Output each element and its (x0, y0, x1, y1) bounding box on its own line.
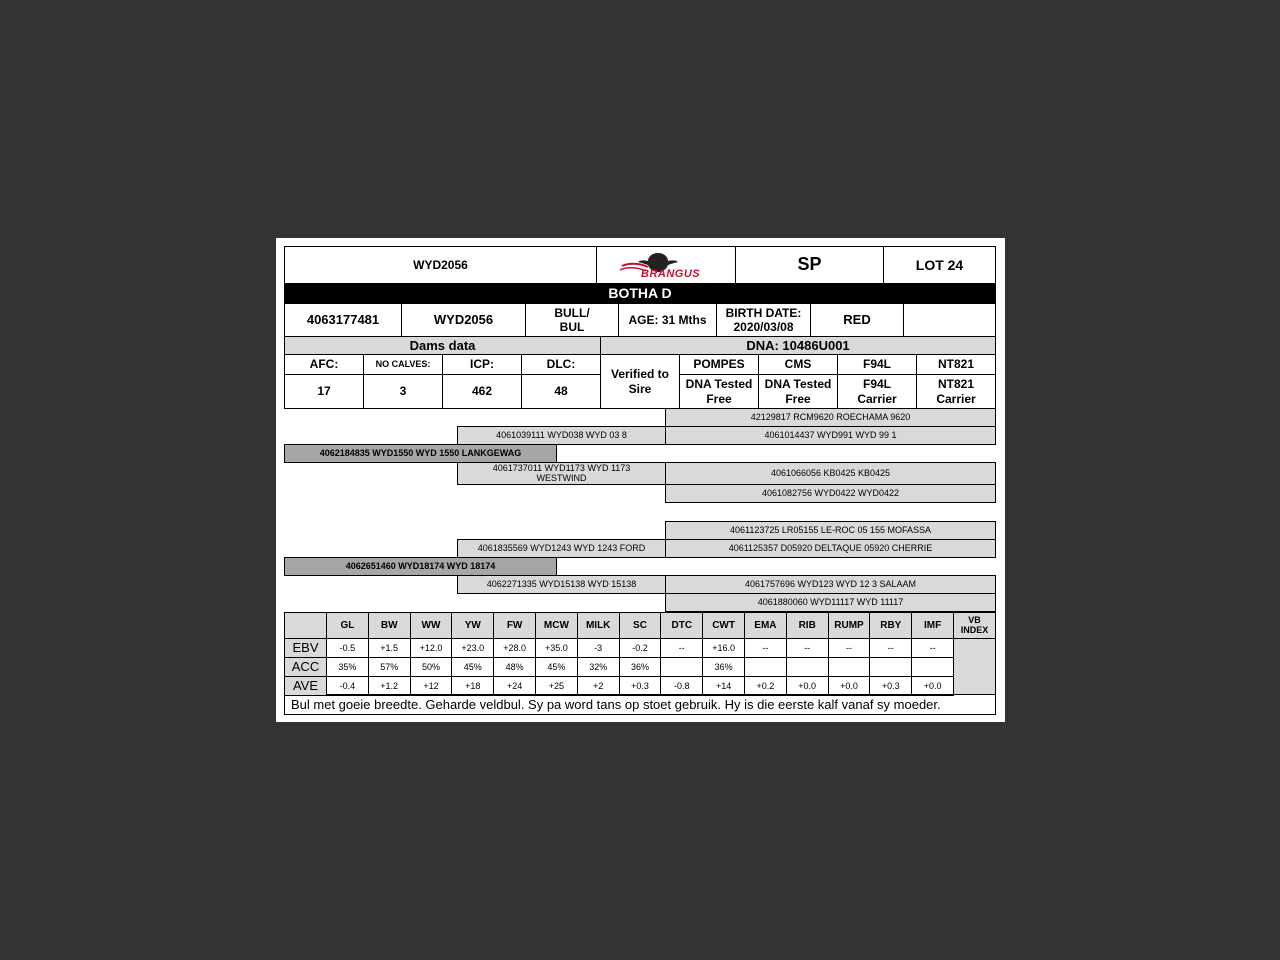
reg-number: 4063177481 (284, 303, 402, 337)
ebv-col-milk: MILK (577, 612, 620, 639)
ebv-row-label-ave: AVE (284, 676, 327, 696)
ebv-ave-imf: +0.0 (911, 676, 954, 696)
pedigree-dam-sire-dam: 4061125357 D05920 DELTAQUE 05920 CHERRIE (665, 539, 996, 558)
ebv-ebv-fw: +28.0 (493, 638, 536, 658)
ebv-row-label-ebv: EBV (284, 638, 327, 658)
ebv-acc-rby (869, 657, 912, 677)
ebv-ebv-bw: +1.5 (368, 638, 411, 658)
test-f94l-result: F94L Carrier (837, 374, 917, 409)
test-pompes-name: POMPES (679, 354, 759, 375)
birth-date-label: BIRTH DATE: (725, 305, 802, 320)
pedigree-sire-sire-dam: 4061014437 WYD991 WYD 99 1 (665, 426, 996, 445)
test-pompes-result: DNA Tested Free (679, 374, 759, 409)
colour: RED (810, 303, 904, 337)
ebv-ebv-yw: +23.0 (451, 638, 494, 658)
dlc-value: 48 (521, 374, 601, 409)
ebv-col-mcw: MCW (535, 612, 578, 639)
afc-label: AFC: (284, 354, 364, 375)
ebv-col-yw: YW (451, 612, 494, 639)
ebv-acc-yw: 45% (451, 657, 494, 677)
test-nt821-result: NT821 Carrier (916, 374, 996, 409)
lot-card (276, 238, 1005, 722)
ebv-ebv-cwt: +16.0 (702, 638, 745, 658)
icp-label: ICP: (442, 354, 522, 375)
ebv-col-imf: IMF (911, 612, 954, 639)
header-id: WYD2056 (284, 246, 597, 284)
ebv-ave-cwt: +14 (702, 676, 745, 696)
brangus-logo (596, 246, 736, 284)
ebv-ave-fw: +24 (493, 676, 536, 696)
ebv-ebv-dtc: -- (660, 638, 703, 658)
ebv-acc-ema (744, 657, 787, 677)
pedigree-dam-dam-dam: 4061880060 WYD11117 WYD 11117 (665, 593, 996, 612)
ebv-ave-milk: +2 (577, 676, 620, 696)
afc-value: 17 (284, 374, 364, 409)
pedigree-sire-sire: 4061039111 WYD038 WYD 03 8 (457, 426, 666, 445)
test-cms-name: CMS (758, 354, 838, 375)
ebv-ave-yw: +18 (451, 676, 494, 696)
ebv-col-sc: SC (619, 612, 662, 639)
ebv-ave-sc: +0.3 (619, 676, 662, 696)
pedigree-sire-sire-sire: 42129817 RCM9620 ROECHAMA 9620 (665, 408, 996, 427)
ebv-col-ema: EMA (744, 612, 787, 639)
icp-value: 462 (442, 374, 522, 409)
calves-value: 3 (363, 374, 443, 409)
ebv-ebv-ema: -- (744, 638, 787, 658)
ebv-ave-rump: +0.0 (828, 676, 871, 696)
dlc-label: DLC: (521, 354, 601, 375)
ebv-ebv-milk: -3 (577, 638, 620, 658)
vb-index-header: VB INDEX (953, 612, 996, 639)
ebv-acc-sc: 36% (619, 657, 662, 677)
test-cms-result: DNA Tested Free (758, 374, 838, 409)
birth-date: 2020/03/08 (733, 320, 794, 334)
ebv-ebv-gl: -0.5 (326, 638, 369, 658)
info-extra (903, 303, 996, 337)
ebv-ave-ww: +12 (410, 676, 453, 696)
pedigree-dam: 4062651460 WYD18174 WYD 18174 (284, 557, 557, 576)
ebv-acc-cwt: 36% (702, 657, 745, 677)
ebv-ebv-imf: -- (911, 638, 954, 658)
vb-index-value (953, 638, 996, 695)
ebv-ave-rib: +0.0 (786, 676, 829, 696)
pedigree-dam-sire-sire: 4061123725 LR05155 LE-ROC 05 155 MOFASSA (665, 521, 996, 540)
ebv-ave-bw: +1.2 (368, 676, 411, 696)
test-f94l-name: F94L (837, 354, 917, 375)
ebv-col-rby: RBY (869, 612, 912, 639)
ebv-acc-gl: 35% (326, 657, 369, 677)
ebv-col-rib: RIB (786, 612, 829, 639)
brangus-logo-text: BRANGUS (641, 268, 701, 280)
verified-to-sire: Verified to Sire (600, 354, 680, 409)
grade: SP (735, 246, 884, 284)
ebv-col-rump: RUMP (828, 612, 871, 639)
dams-title: Dams data (284, 336, 601, 355)
ebv-col-ww: WW (410, 612, 453, 639)
info-id: WYD2056 (401, 303, 526, 337)
ebv-ave-dtc: -0.8 (660, 676, 703, 696)
pedigree-sire-dam-sire: 4061066056 KB0425 KB0425 (665, 462, 996, 485)
ebv-acc-rib (786, 657, 829, 677)
ebv-acc-milk: 32% (577, 657, 620, 677)
ebv-acc-ww: 50% (410, 657, 453, 677)
lot-number: LOT 24 (883, 246, 996, 284)
ebv-col-dtc: DTC (660, 612, 703, 639)
pedigree-sire-dam-dam: 4061082756 WYD0422 WYD0422 (665, 484, 996, 503)
pedigree-dam-dam: 4062271335 WYD15138 WYD 15138 (457, 575, 666, 594)
ebv-row-label-acc: ACC (284, 657, 327, 677)
ebv-acc-mcw: 45% (535, 657, 578, 677)
ebv-ebv-sc: -0.2 (619, 638, 662, 658)
pedigree-sire: 4062184835 WYD1550 WYD 1550 LANKGEWAG (284, 444, 557, 463)
ebv-col-gl: GL (326, 612, 369, 639)
birth-date-cell (716, 303, 811, 337)
calves-label: NO CALVES: (363, 354, 443, 375)
ebv-ebv-rby: -- (869, 638, 912, 658)
ebv-ave-rby: +0.3 (869, 676, 912, 696)
ebv-ebv-rib: -- (786, 638, 829, 658)
sex: BULL/ BUL (525, 303, 619, 337)
ebv-acc-fw: 48% (493, 657, 536, 677)
ebv-corner (284, 612, 327, 639)
ebv-acc-imf (911, 657, 954, 677)
ebv-ave-gl: -0.4 (326, 676, 369, 696)
pedigree-sire-dam: 4061737011 WYD1173 WYD 1173 WESTWIND (457, 462, 666, 485)
ebv-acc-rump (828, 657, 871, 677)
ebv-ebv-mcw: +35.0 (535, 638, 578, 658)
test-nt821-name: NT821 (916, 354, 996, 375)
ebv-ave-ema: +0.2 (744, 676, 787, 696)
ebv-ave-mcw: +25 (535, 676, 578, 696)
ebv-col-fw: FW (493, 612, 536, 639)
comment: Bul met goeie breedte. Geharde veldbul. Sy pa word tans op stoet gebruik. Hy is die eerste kalf vanaf sy moeder. (284, 694, 996, 715)
pedigree-dam-sire: 4061835569 WYD1243 WYD 1243 FORD (457, 539, 666, 558)
ebv-col-cwt: CWT (702, 612, 745, 639)
animal-name: BOTHA D (284, 283, 996, 304)
pedigree-dam-dam-sire: 4061757696 WYD123 WYD 12 3 SALAAM (665, 575, 996, 594)
ebv-ebv-ww: +12.0 (410, 638, 453, 658)
dna-number: DNA: 10486U001 (600, 336, 996, 355)
ebv-acc-bw: 57% (368, 657, 411, 677)
age: AGE: 31 Mths (618, 303, 717, 337)
ebv-col-bw: BW (368, 612, 411, 639)
ebv-ebv-rump: -- (828, 638, 871, 658)
ebv-acc-dtc (660, 657, 703, 677)
